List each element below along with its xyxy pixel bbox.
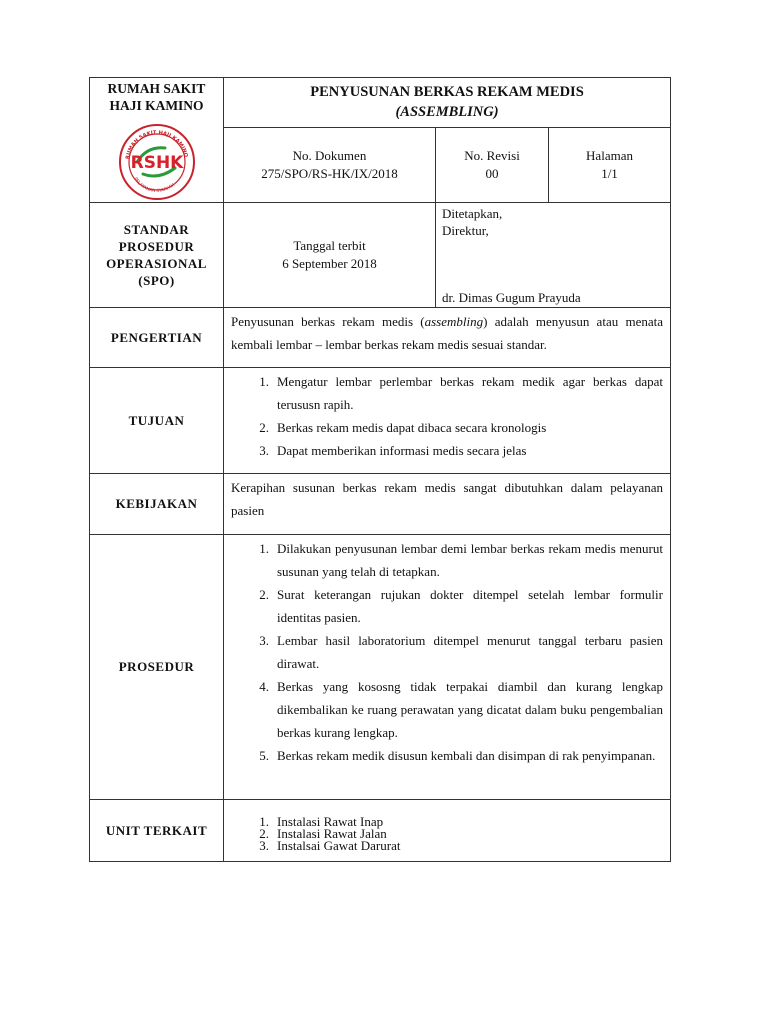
kebijakan-label: KEBIJAKAN bbox=[90, 474, 224, 535]
tujuan-cell bbox=[224, 368, 671, 474]
tanggal-terbit-value: 6 September 2018 bbox=[282, 256, 377, 271]
prosedur-item-number: 3. bbox=[259, 633, 269, 648]
prosedur-label: PROSEDUR bbox=[90, 535, 224, 800]
unit-terkait-list bbox=[224, 816, 670, 852]
spo-label-line4: (SPO) bbox=[138, 273, 175, 288]
prosedur-item-text: Berkas yang kososng tidak terpakai diambil dan kurang lengkap dikembalikan ke ruang perawatan yang dicatat dalam buku pengembalian berkas kurang lengkap. bbox=[277, 679, 663, 740]
prosedur-item bbox=[224, 537, 663, 583]
logo-ring-top: RUMAH SAKIT HAJI KAMINO bbox=[124, 129, 189, 160]
tujuan-item-text: Dapat memberikan informasi medis secara jelas bbox=[277, 443, 527, 458]
unit-terkait-label: UNIT TERKAIT bbox=[90, 800, 224, 862]
document-title: PENYUSUNAN BERKAS REKAM MEDIS bbox=[310, 84, 584, 101]
rshk-logo-icon bbox=[117, 122, 197, 202]
spo-label-line1: STANDAR bbox=[123, 222, 190, 237]
tanggal-terbit-cell bbox=[224, 203, 436, 308]
unit-terkait-item-number: 3. bbox=[259, 838, 269, 853]
unit-terkait-item-text: Instalasi Rawat Jalan bbox=[277, 826, 387, 841]
spo-label-line3: OPERASIONAL bbox=[106, 256, 207, 271]
unit-terkait-item bbox=[224, 840, 663, 852]
tujuan-item-number: 2. bbox=[259, 420, 269, 435]
tujuan-item-number: 1. bbox=[259, 374, 269, 389]
spo-label-cell bbox=[90, 203, 224, 308]
no-dokumen-value: 275/SPO/RS-HK/IX/2018 bbox=[261, 165, 398, 181]
prosedur-item-text: Surat keterangan rujukan dokter ditempel setelah lembar formulir identitas pasien. bbox=[277, 587, 663, 625]
ditetapkan-text: Ditetapkan, bbox=[442, 206, 503, 221]
kebijakan-text: Kerapihan susunan berkas rekam medis sangat dibutuhkan dalam pelayanan pasien bbox=[231, 480, 663, 518]
hospital-name-line1: RUMAH SAKIT bbox=[107, 81, 206, 96]
prosedur-item-number: 5. bbox=[259, 748, 269, 763]
unit-terkait-item-number: 2. bbox=[259, 826, 269, 841]
kebijakan-cell bbox=[224, 474, 671, 535]
no-revisi-label: No. Revisi bbox=[464, 147, 520, 163]
prosedur-item bbox=[224, 675, 663, 744]
no-dokumen-label: No. Dokumen bbox=[292, 147, 367, 163]
spo-label-line2: PROSEDUR bbox=[118, 239, 195, 254]
ditetapkan-cell bbox=[436, 203, 671, 308]
tujuan-item bbox=[224, 439, 663, 462]
pengertian-cell bbox=[224, 308, 671, 368]
unit-terkait-item-text: Instalasi Rawat Inap bbox=[277, 814, 384, 829]
prosedur-item-number: 2. bbox=[259, 587, 269, 602]
prosedur-item-text: Berkas rekam medik disusun kembali dan disimpan di rak penyimpanan. bbox=[277, 748, 656, 763]
logo-ring-bottom: PELAYANAN SYARI'AH bbox=[131, 176, 176, 195]
tujuan-item-number: 3. bbox=[259, 443, 269, 458]
prosedur-item-text: Lembar hasil laboratorium ditempel menurut tanggal terbaru pasien dirawat. bbox=[277, 633, 663, 671]
prosedur-item bbox=[224, 583, 663, 629]
tujuan-item bbox=[224, 416, 663, 439]
content-table bbox=[89, 202, 671, 862]
hospital-name-line2: HAJI KAMINO bbox=[109, 98, 204, 113]
document-subtitle: (ASSEMBLING) bbox=[395, 104, 499, 121]
tujuan-item bbox=[224, 370, 663, 416]
unit-terkait-item-text: Instalsai Gawat Darurat bbox=[277, 838, 401, 853]
logo-text: RSHK bbox=[130, 153, 183, 173]
direktur-text: Direktur, bbox=[442, 223, 489, 238]
hospital-name bbox=[90, 80, 223, 114]
header-table bbox=[89, 77, 671, 203]
prosedur-item-number: 1. bbox=[259, 541, 269, 556]
pengertian-label: PENGERTIAN bbox=[90, 308, 224, 368]
halaman-cell bbox=[549, 127, 671, 202]
tujuan-item-text: Berkas rekam medis dapat dibaca secara kronologis bbox=[277, 420, 547, 435]
signatory-name: dr. Dimas Gugum Prayuda bbox=[442, 290, 581, 305]
hospital-logo bbox=[90, 122, 223, 202]
prosedur-list bbox=[224, 537, 670, 767]
tujuan-label: TUJUAN bbox=[90, 368, 224, 474]
prosedur-item-number: 4. bbox=[259, 679, 269, 694]
hospital-cell bbox=[90, 78, 224, 203]
prosedur-item bbox=[224, 629, 663, 675]
tanggal-terbit-label: Tanggal terbit bbox=[293, 238, 366, 253]
pengertian-text bbox=[224, 308, 670, 356]
tujuan-item-text: Mengatur lembar perlembar berkas rekam medik agar berkas dapat terususn rapih. bbox=[277, 374, 663, 412]
unit-terkait-cell bbox=[224, 800, 671, 862]
prosedur-item-text: Dilakukan penyusunan lembar demi lembar berkas rekam medis menurut susunan yang telah di tetapkan. bbox=[277, 541, 663, 579]
prosedur-item bbox=[224, 744, 663, 767]
unit-terkait-item-number: 1. bbox=[259, 814, 269, 829]
pengertian-text-content: Penyusunan berkas rekam medis (assembling) adalah menyusun atau menata kembali lembar – lembar berkas rekam medis sesuai standar. bbox=[231, 314, 663, 352]
no-revisi-cell bbox=[436, 127, 549, 202]
prosedur-cell bbox=[224, 535, 671, 800]
halaman-label: Halaman bbox=[586, 147, 633, 163]
no-revisi-value: 00 bbox=[485, 165, 499, 181]
tujuan-list bbox=[224, 370, 670, 462]
halaman-value: 1/1 bbox=[601, 165, 618, 181]
no-dokumen-cell bbox=[224, 127, 436, 202]
title-cell bbox=[224, 78, 671, 128]
